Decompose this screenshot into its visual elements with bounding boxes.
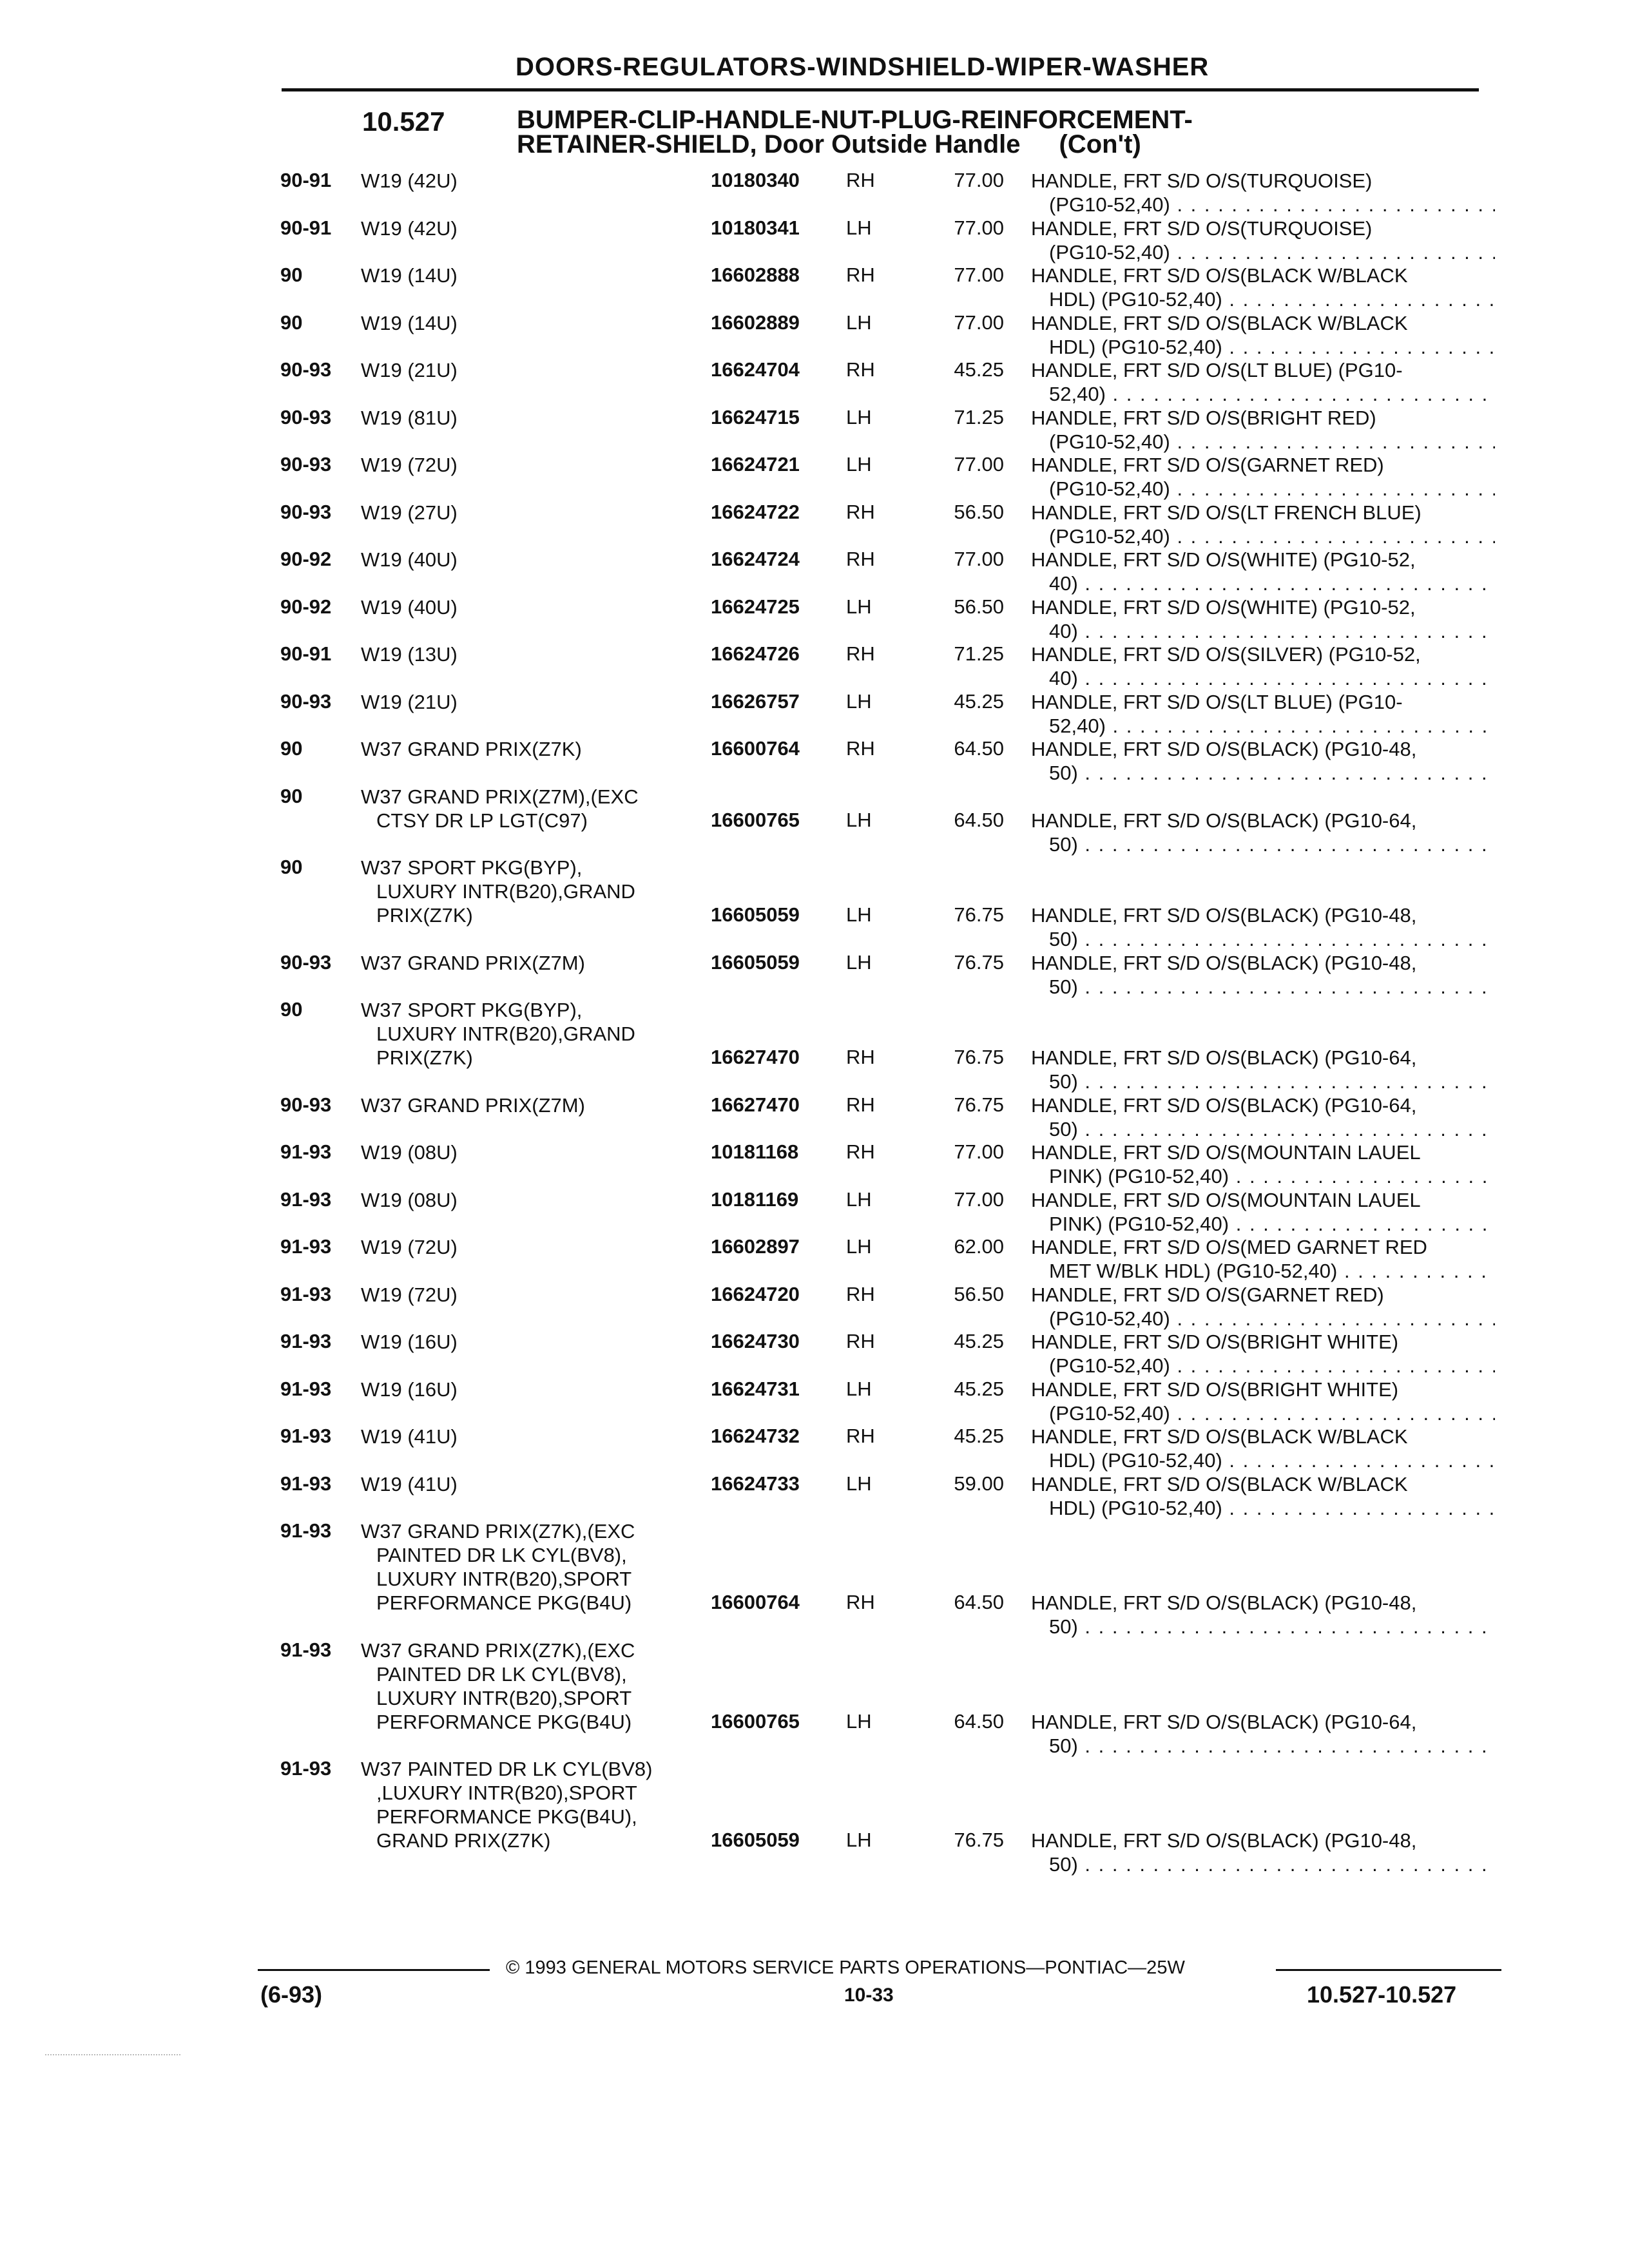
- side-indicator: LH: [846, 453, 872, 476]
- side-indicator: LH: [846, 1235, 872, 1258]
- list-price: 62.00: [954, 1235, 1004, 1258]
- description-line1: HANDLE, FRT S/D O/S(BLACK) (PG10-64,: [1031, 1710, 1417, 1733]
- model-years: 91-93: [280, 1377, 332, 1400]
- description-line1: HANDLE, FRT S/D O/S(BRIGHT RED): [1031, 406, 1376, 429]
- description-line1: HANDLE, FRT S/D O/S(MOUNTAIN LAUEL: [1031, 1188, 1421, 1211]
- model-years: 91-93: [280, 1638, 332, 1661]
- description-line1: HANDLE, FRT S/D O/S(BLACK) (PG10-48,: [1031, 951, 1417, 974]
- description-line1: HANDLE, FRT S/D O/S(BLACK) (PG10-64,: [1031, 1093, 1417, 1117]
- model-line: W37 GRAND PRIX(Z7K),(EXC: [361, 1639, 635, 1662]
- part-description: [1031, 1472, 1495, 1520]
- side-indicator: LH: [846, 405, 872, 428]
- model-application: [361, 1378, 696, 1401]
- description-line2: 52,40) . . .: [1031, 714, 1495, 738]
- description-line1: HANDLE, FRT S/D O/S(BLACK W/BLACK: [1031, 311, 1408, 334]
- part-description: [1031, 501, 1495, 548]
- list-price: 76.75: [954, 950, 1004, 974]
- list-price: 45.25: [954, 1330, 1004, 1352]
- page-title: DOORS-REGULATORS-WINDSHIELD-WIPER-WASHER: [516, 53, 1210, 81]
- model-line: W19 (72U): [361, 1236, 458, 1258]
- side-indicator: LH: [846, 903, 872, 926]
- list-price: 77.00: [954, 169, 1004, 191]
- model-line: W19 (13U): [361, 643, 458, 666]
- list-price: 56.50: [954, 500, 1004, 523]
- description-line2: (PG10-52,40) . . .: [1031, 1401, 1495, 1425]
- part-description: [1031, 311, 1495, 359]
- list-price: 77.00: [954, 1187, 1004, 1211]
- model-line: W19 (21U): [361, 359, 458, 381]
- description-line2: 50) . . .: [1031, 832, 1495, 856]
- description-line1: HANDLE, FRT S/D O/S(TURQUOISE): [1031, 216, 1373, 240]
- continued-label: (Con't): [1059, 130, 1141, 159]
- model-line: PERFORMANCE PKG(B4U): [376, 1710, 632, 1733]
- model-years: 91-93: [280, 1757, 332, 1780]
- model-line: W19 (16U): [361, 1378, 458, 1401]
- model-line: LUXURY INTR(B20),SPORT: [376, 1568, 632, 1590]
- description-line2: 50) . . .: [1031, 927, 1495, 951]
- part-number: 16600765: [711, 1709, 800, 1733]
- description-line2: (PG10-52,40) . . .: [1031, 524, 1495, 548]
- model-application: [361, 1519, 696, 1615]
- description-line2: 52,40) . . .: [1031, 382, 1495, 406]
- part-number: 10180341: [711, 216, 800, 239]
- description-line1: HANDLE, FRT S/D O/S(BLACK) (PG10-48,: [1031, 1829, 1417, 1852]
- model-years: 90-93: [280, 500, 332, 523]
- model-line: LUXURY INTR(B20),SPORT: [376, 1686, 632, 1709]
- part-number: 16602897: [711, 1235, 800, 1258]
- part-number: 16600764: [711, 737, 800, 760]
- model-years: 91-93: [280, 1235, 332, 1258]
- model-line: CTSY DR LP LGT(C97): [376, 809, 588, 832]
- model-years: 91-93: [280, 1330, 332, 1352]
- model-years: 90: [280, 264, 303, 286]
- description-line2: (PG10-52,40) . . .: [1031, 1307, 1495, 1331]
- description-line1: HANDLE, FRT S/D O/S(MED GARNET RED: [1031, 1236, 1427, 1258]
- description-line1: HANDLE, FRT S/D O/S(BLACK) (PG10-48,: [1031, 904, 1417, 927]
- list-price: 56.50: [954, 595, 1004, 618]
- part-number: 16600765: [711, 808, 800, 831]
- model-years: 91-93: [280, 1140, 332, 1163]
- part-description: [1031, 737, 1495, 785]
- part-number: 16602889: [711, 311, 800, 334]
- side-indicator: LH: [846, 1472, 872, 1495]
- model-years: 90-93: [280, 689, 332, 713]
- list-price: 77.00: [954, 216, 1004, 239]
- model-line: W37 SPORT PKG(BYP),: [361, 856, 583, 879]
- description-line2: 40) . . .: [1031, 619, 1495, 643]
- part-number: 16624732: [711, 1425, 800, 1447]
- model-application: [361, 1140, 696, 1164]
- part-description: [1031, 1710, 1495, 1758]
- model-application: [361, 453, 696, 477]
- model-years: 90: [280, 784, 303, 807]
- list-price: 77.00: [954, 1140, 1004, 1163]
- model-years: 90-93: [280, 1093, 332, 1116]
- model-years: 91-93: [280, 1472, 332, 1495]
- description-line1: HANDLE, FRT S/D O/S(BLACK W/BLACK: [1031, 264, 1408, 287]
- description-line2: 50) . . .: [1031, 1852, 1495, 1876]
- side-indicator: LH: [846, 1377, 872, 1400]
- side-indicator: RH: [846, 1425, 875, 1447]
- description-line1: HANDLE, FRT S/D O/S(BRIGHT WHITE): [1031, 1378, 1399, 1401]
- description-line1: HANDLE, FRT S/D O/S(BLACK) (PG10-48,: [1031, 1591, 1417, 1614]
- part-description: [1031, 406, 1495, 454]
- model-line: W19 (42U): [361, 169, 458, 192]
- description-line1: HANDLE, FRT S/D O/S(BLACK W/BLACK: [1031, 1425, 1408, 1448]
- description-line1: HANDLE, FRT S/D O/S(LT FRENCH BLUE): [1031, 501, 1422, 524]
- list-price: 45.25: [954, 1377, 1004, 1400]
- list-price: 77.00: [954, 264, 1004, 286]
- list-price: 59.00: [954, 1472, 1004, 1495]
- model-application: [361, 737, 696, 761]
- part-number: 16602888: [711, 264, 800, 286]
- section-title: [517, 108, 1193, 157]
- list-price: 77.00: [954, 311, 1004, 334]
- description-line2: 50) . . .: [1031, 761, 1495, 785]
- side-indicator: LH: [846, 950, 872, 974]
- model-line: PERFORMANCE PKG(B4U),: [376, 1805, 637, 1828]
- model-years: 91-93: [280, 1187, 332, 1211]
- model-application: [361, 501, 696, 524]
- part-number: 16605059: [711, 950, 800, 974]
- side-indicator: LH: [846, 1709, 872, 1733]
- part-description: [1031, 1235, 1495, 1283]
- model-line: PRIX(Z7K): [376, 1046, 473, 1069]
- model-line: W37 GRAND PRIX(Z7M),(EXC: [361, 785, 639, 808]
- side-indicator: RH: [846, 500, 875, 523]
- part-description: [1031, 595, 1495, 643]
- footer-section-range: 10.527-10.527: [1307, 1981, 1457, 2008]
- model-years: 90-93: [280, 453, 332, 476]
- model-years: 90: [280, 311, 303, 334]
- model-line: W19 (41U): [361, 1425, 458, 1448]
- model-years: 90-92: [280, 595, 332, 618]
- section-number: 10.527: [362, 106, 445, 137]
- model-application: [361, 998, 696, 1070]
- description-line2: HDL) (PG10-52,40) . . .: [1031, 1448, 1495, 1472]
- description-line1: HANDLE, FRT S/D O/S(LT BLUE) (PG10-: [1031, 359, 1403, 381]
- side-indicator: RH: [846, 169, 875, 191]
- part-number: 16627470: [711, 1046, 800, 1068]
- part-number: 16624704: [711, 358, 800, 381]
- model-years: 90: [280, 998, 303, 1021]
- side-indicator: RH: [846, 642, 875, 665]
- model-line: W19 (42U): [361, 216, 458, 240]
- model-years: 90-93: [280, 358, 332, 381]
- list-price: 76.75: [954, 1046, 1004, 1068]
- description-line2: MET W/BLK HDL) (PG10-52,40) . . .: [1031, 1259, 1495, 1283]
- description-line2: 50) . . .: [1031, 1734, 1495, 1758]
- model-line: W19 (40U): [361, 595, 458, 619]
- part-number: 10181169: [711, 1187, 799, 1211]
- model-line: W19 (40U): [361, 548, 458, 571]
- side-indicator: RH: [846, 1140, 875, 1163]
- model-line: W19 (08U): [361, 1188, 458, 1211]
- model-line: W19 (72U): [361, 454, 458, 476]
- list-price: 64.50: [954, 808, 1004, 831]
- description-line2: HDL) (PG10-52,40) . . .: [1031, 287, 1495, 311]
- model-years: 90-91: [280, 169, 332, 191]
- model-years: 90: [280, 737, 303, 760]
- model-application: [361, 216, 696, 240]
- footer-copyright: © 1993 GENERAL MOTORS SERVICE PARTS OPERATIONS—PONTIAC—25W: [506, 1957, 1185, 1978]
- description-line2: (PG10-52,40) . . .: [1031, 193, 1495, 216]
- title-rule: [282, 88, 1479, 91]
- model-application: [361, 951, 696, 975]
- part-number: 16600764: [711, 1591, 800, 1613]
- list-price: 76.75: [954, 1093, 1004, 1116]
- side-indicator: RH: [846, 1591, 875, 1613]
- model-years: 91-93: [280, 1519, 332, 1542]
- description-line2: 50) . . .: [1031, 1070, 1495, 1093]
- part-description: [1031, 1188, 1495, 1236]
- side-indicator: LH: [846, 311, 872, 334]
- model-application: [361, 1235, 696, 1259]
- side-indicator: LH: [846, 216, 872, 239]
- part-description: [1031, 216, 1495, 264]
- part-description: [1031, 1829, 1495, 1876]
- part-number: 16624715: [711, 405, 800, 428]
- part-number: 16624725: [711, 595, 800, 618]
- model-application: [361, 1425, 696, 1448]
- section-title-line1: BUMPER-CLIP-HANDLE-NUT-PLUG-REINFORCEMENT-: [517, 106, 1193, 134]
- model-application: [361, 1757, 696, 1852]
- model-years: 90-91: [280, 216, 332, 239]
- model-application: [361, 264, 696, 287]
- part-number: 16624721: [711, 453, 800, 476]
- model-line: PRIX(Z7K): [376, 904, 473, 927]
- side-indicator: RH: [846, 737, 875, 760]
- model-line: W37 PAINTED DR LK CYL(BV8): [361, 1758, 653, 1780]
- description-line1: HANDLE, FRT S/D O/S(LT BLUE) (PG10-: [1031, 690, 1403, 713]
- description-line1: HANDLE, FRT S/D O/S(WHITE) (PG10-52,: [1031, 548, 1416, 571]
- model-application: [361, 311, 696, 335]
- description-line1: HANDLE, FRT S/D O/S(BRIGHT WHITE): [1031, 1331, 1399, 1353]
- list-price: 64.50: [954, 1709, 1004, 1733]
- model-line: W37 GRAND PRIX(Z7M): [361, 1093, 585, 1117]
- description-line1: HANDLE, FRT S/D O/S(GARNET RED): [1031, 1283, 1384, 1306]
- part-description: [1031, 1046, 1495, 1093]
- model-line: W19 (21U): [361, 690, 458, 713]
- list-price: 45.25: [954, 1425, 1004, 1447]
- model-line: ,LUXURY INTR(B20),SPORT: [376, 1782, 637, 1804]
- list-price: 76.75: [954, 903, 1004, 926]
- model-years: 91-93: [280, 1425, 332, 1447]
- side-indicator: RH: [846, 1330, 875, 1352]
- description-line2: HDL) (PG10-52,40) . . .: [1031, 335, 1495, 359]
- list-price: 71.25: [954, 642, 1004, 665]
- description-line2: (PG10-52,40) . . .: [1031, 240, 1495, 264]
- model-application: [361, 595, 696, 619]
- description-line2: 50) . . .: [1031, 975, 1495, 999]
- model-application: [361, 1330, 696, 1354]
- footer-rule-left: [258, 1969, 490, 1971]
- description-line2: HDL) (PG10-52,40) . . .: [1031, 1496, 1495, 1520]
- model-line: W37 GRAND PRIX(Z7M): [361, 951, 585, 974]
- model-line: W19 (16U): [361, 1331, 458, 1353]
- model-line: W37 GRAND PRIX(Z7K),(EXC: [361, 1520, 635, 1542]
- part-number: 16624733: [711, 1472, 800, 1495]
- model-line: PAINTED DR LK CYL(BV8),: [376, 1544, 627, 1566]
- side-indicator: LH: [846, 689, 872, 713]
- model-line: LUXURY INTR(B20),GRAND: [376, 880, 635, 903]
- description-line2: 40) . . .: [1031, 572, 1495, 595]
- model-line: LUXURY INTR(B20),GRAND: [376, 1023, 635, 1045]
- part-number: 16626757: [711, 689, 800, 713]
- footer-rule-right: [1276, 1969, 1501, 1971]
- model-line: W19 (81U): [361, 406, 458, 429]
- list-price: 45.25: [954, 358, 1004, 381]
- description-line2: 50) . . .: [1031, 1117, 1495, 1141]
- model-line: W19 (14U): [361, 311, 458, 334]
- list-price: 71.25: [954, 405, 1004, 428]
- part-description: [1031, 809, 1495, 856]
- part-number: 16624724: [711, 548, 800, 570]
- description-line1: HANDLE, FRT S/D O/S(TURQUOISE): [1031, 169, 1373, 192]
- part-description: [1031, 264, 1495, 311]
- list-price: 64.50: [954, 737, 1004, 760]
- part-description: [1031, 548, 1495, 595]
- description-line1: HANDLE, FRT S/D O/S(BLACK) (PG10-64,: [1031, 809, 1417, 832]
- description-line2: (PG10-52,40) . . .: [1031, 477, 1495, 501]
- model-application: [361, 1188, 696, 1212]
- side-indicator: LH: [846, 1829, 872, 1851]
- description-line1: HANDLE, FRT S/D O/S(GARNET RED): [1031, 454, 1384, 476]
- side-indicator: LH: [846, 595, 872, 618]
- section-title-line2: RETAINER-SHIELD, Door Outside Handle (Con't): [517, 130, 1141, 159]
- part-description: [1031, 1378, 1495, 1425]
- model-line: W19 (72U): [361, 1283, 458, 1306]
- side-indicator: LH: [846, 1187, 872, 1211]
- model-application: [361, 169, 696, 193]
- side-indicator: RH: [846, 358, 875, 381]
- part-number: 10180340: [711, 169, 800, 191]
- list-price: 45.25: [954, 689, 1004, 713]
- side-indicator: RH: [846, 1046, 875, 1068]
- model-application: [361, 1283, 696, 1307]
- description-line1: HANDLE, FRT S/D O/S(BLACK) (PG10-48,: [1031, 738, 1417, 760]
- part-description: [1031, 642, 1495, 690]
- part-number: 16624726: [711, 642, 800, 665]
- side-indicator: RH: [846, 264, 875, 286]
- description-line2: PINK) (PG10-52,40) . . .: [1031, 1164, 1495, 1188]
- description-line1: HANDLE, FRT S/D O/S(BLACK W/BLACK: [1031, 1472, 1408, 1495]
- model-line: W19 (08U): [361, 1141, 458, 1164]
- model-line: W19 (27U): [361, 501, 458, 524]
- model-years: 90-91: [280, 642, 332, 665]
- description-line1: HANDLE, FRT S/D O/S(BLACK) (PG10-64,: [1031, 1046, 1417, 1069]
- part-description: [1031, 690, 1495, 738]
- model-application: [361, 690, 696, 714]
- model-application: [361, 406, 696, 430]
- model-line: GRAND PRIX(Z7K): [376, 1829, 551, 1852]
- description-line2: 50) . . .: [1031, 1615, 1495, 1639]
- part-number: 16624722: [711, 500, 800, 523]
- footer-page-number: 10-33: [844, 1984, 894, 2006]
- model-years: 90-92: [280, 548, 332, 570]
- part-description: [1031, 453, 1495, 501]
- model-years: 90-93: [280, 950, 332, 974]
- part-number: 16605059: [711, 903, 800, 926]
- part-description: [1031, 951, 1495, 999]
- part-number: 16624730: [711, 1330, 800, 1352]
- model-line: W19 (14U): [361, 264, 458, 287]
- side-indicator: RH: [846, 548, 875, 570]
- model-line: PAINTED DR LK CYL(BV8),: [376, 1662, 627, 1686]
- model-years: 90-93: [280, 405, 332, 428]
- model-application: [361, 1639, 696, 1734]
- list-price: 76.75: [954, 1829, 1004, 1851]
- scan-artifact: [45, 2054, 180, 2057]
- part-number: 16624720: [711, 1282, 800, 1305]
- model-application: [361, 1093, 696, 1117]
- list-price: 56.50: [954, 1282, 1004, 1305]
- description-line1: HANDLE, FRT S/D O/S(MOUNTAIN LAUEL: [1031, 1141, 1421, 1164]
- part-number: 16627470: [711, 1093, 800, 1116]
- description-line2: PINK) (PG10-52,40) . . .: [1031, 1212, 1495, 1236]
- part-description: [1031, 1093, 1495, 1141]
- model-application: [361, 548, 696, 572]
- list-price: 77.00: [954, 453, 1004, 476]
- part-description: [1031, 1425, 1495, 1472]
- description-line2: (PG10-52,40) . . .: [1031, 1354, 1495, 1378]
- model-application: [361, 358, 696, 382]
- part-description: [1031, 1330, 1495, 1378]
- footer-date: (6-93): [260, 1981, 323, 2008]
- description-line1: HANDLE, FRT S/D O/S(WHITE) (PG10-52,: [1031, 595, 1416, 619]
- part-number: 10181168: [711, 1140, 799, 1163]
- model-application: [361, 1472, 696, 1496]
- side-indicator: RH: [846, 1282, 875, 1305]
- model-line: W37 GRAND PRIX(Z7K): [361, 738, 582, 760]
- list-price: 77.00: [954, 548, 1004, 570]
- model-line: PERFORMANCE PKG(B4U): [376, 1591, 632, 1614]
- model-application: [361, 785, 696, 832]
- description-line1: HANDLE, FRT S/D O/S(SILVER) (PG10-52,: [1031, 643, 1421, 666]
- model-years: 91-93: [280, 1282, 332, 1305]
- side-indicator: RH: [846, 1093, 875, 1116]
- model-application: [361, 642, 696, 666]
- description-line2: 40) . . .: [1031, 666, 1495, 690]
- model-years: 90: [280, 856, 303, 878]
- side-indicator: LH: [846, 808, 872, 831]
- model-application: [361, 856, 696, 927]
- list-price: 64.50: [954, 1591, 1004, 1613]
- part-description: [1031, 1140, 1495, 1188]
- part-description: [1031, 1591, 1495, 1639]
- part-description: [1031, 169, 1495, 216]
- part-description: [1031, 903, 1495, 951]
- part-description: [1031, 358, 1495, 406]
- part-number: 16624731: [711, 1377, 800, 1400]
- model-line: W19 (41U): [361, 1472, 458, 1495]
- part-number: 16605059: [711, 1829, 800, 1851]
- part-description: [1031, 1283, 1495, 1331]
- description-line2: (PG10-52,40) . . .: [1031, 430, 1495, 454]
- model-line: W37 SPORT PKG(BYP),: [361, 999, 583, 1021]
